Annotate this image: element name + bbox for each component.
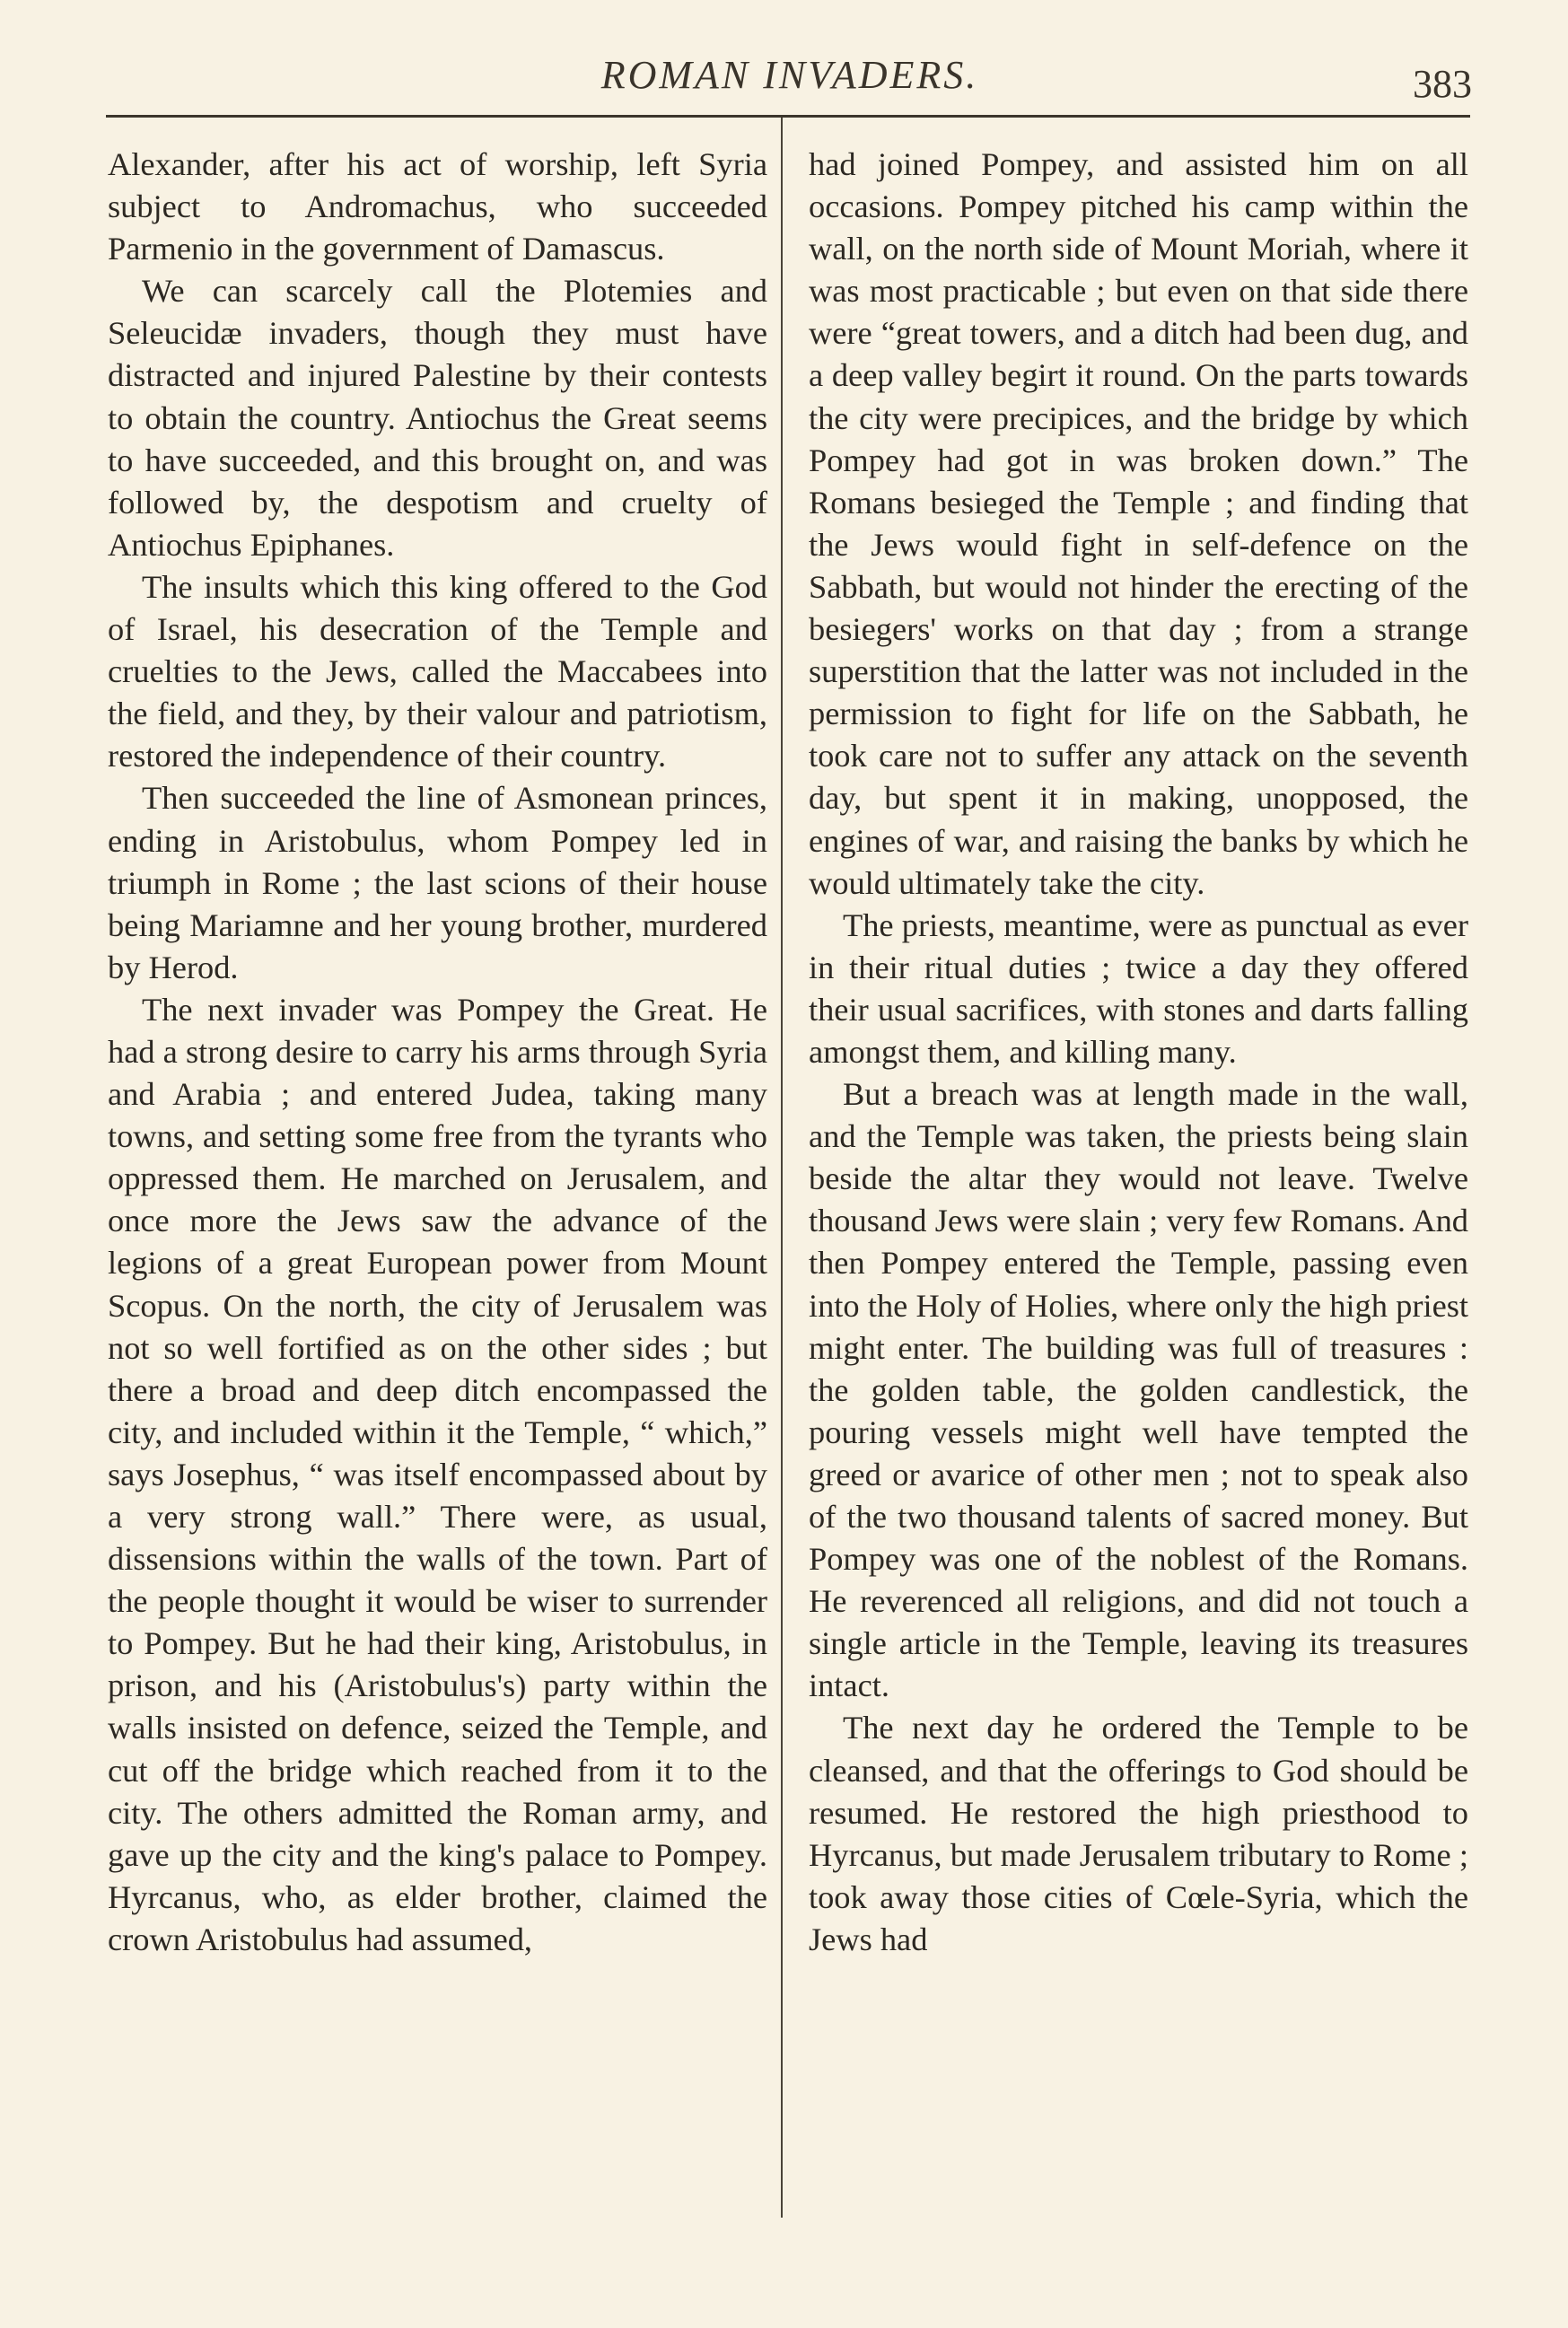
paragraph: The priests, meantime, were as punctual as ever in their ritual duties ; twice a day they offered their usual sacrifices, with stones and darts falling amongst them, and killing many. xyxy=(809,906,1468,1070)
paragraph: The next day he ordered the Temple to be cleansed, and that the offerings to God should be resumed. He restored the high priesthood to Hyrcanus, but made Jerusalem tributary to Rome ; took away those cities of Cœle-Syria, which the Jews had xyxy=(809,1710,1468,1957)
right-column xyxy=(809,144,1468,1961)
page-number: 383 xyxy=(1413,62,1472,106)
paragraph: The insults which this king offered to the God of Israel, his desecration of the Temple and cruelties to the Jews, called the Maccabees into the field, and they, by their valour and patriotism, restored the independence of their country. xyxy=(108,568,767,775)
paragraph: We can scarcely call the Plotemies and Seleucidæ invaders, though they must have distracted and injured Palestine by their contests to obtain the country. Antiochus the Great seems to have succeeded, and this brought on, and was followed by, the despotism and cruelty of Antiochus Epiphanes. xyxy=(108,273,767,563)
paragraph: Alexander, after his act of worship, left Syria subject to Andromachus, who succeeded Parmenio in the government of Damascus. xyxy=(108,146,767,267)
column-divider xyxy=(781,118,783,2218)
paragraph: But a breach was at length made in the wall, and the Temple was taken, the priests being slain beside the altar they would not leave. Twelve thousand Jews were slain ; very few Romans. And then Pompey entered the Temple, passing even into the Holy of Holies, where only the high priest might enter. The building was full of treasures : the golden table, the golden candlestick, the pouring vessels might well have tempted the greed or avarice of other men ; not to speak also of the two thousand talents of sacred money. But Pompey was one of the noblest of the Romans. He reverenced all religions, and did not touch a single article in the Temple, leaving its treasures intact. xyxy=(809,1076,1468,1704)
header-rule xyxy=(106,115,1470,118)
left-column xyxy=(108,144,767,1961)
running-header xyxy=(108,47,1472,109)
paragraph: The next invader was Pompey the Great. He had a strong desire to carry his arms through Syria and Arabia ; and entered Judea, taking many towns, and setting some free from the tyrants who oppressed them. He marched on Jerusalem, and once more the Jews saw the advance of the legions of a great European power from Mount Scopus. On the north, the city of Jerusalem was not so well fortified as on the other sides ; but there a broad and deep ditch encompassed the city, and included within it the Temple, “ which,” says Josephus, “ was itself encompassed about by a very strong wall.” There were, as usual, dissensions within the walls of the town. Part of the people thought it would be wiser to surrender to Pompey. But he had their king, Aristobulus, in prison, and his (Aristobulus's) party within the walls insisted on defence, seized the Temple, and cut off the bridge which reached from it to the city. The others admitted the Roman army, and gave up the city and the king's palace to Pompey. Hyrcanus, who, as elder brother, claimed the crown Aristobulus had assumed, xyxy=(108,991,767,1957)
running-title: ROMAN INVADERS. xyxy=(600,53,979,97)
paragraph: Then succeeded the line of Asmonean princes, ending in Aristobulus, whom Pompey led in triumph in Rome ; the last scions of their house being Mariamne and her young brother, murdered by Herod. xyxy=(108,780,767,985)
paragraph: had joined Pompey, and assisted him on all occasions. Pompey pitched his camp within the wall, on the north side of Mount Moriah, where it was most practicable ; but even on that side there were “great towers, and a ditch had been dug, and a deep valley begirt it round. On the parts towards the city were precipices, and the bridge by which Pompey had got in was broken down.” The Romans besieged the Temple ; and finding that the Jews would fight in self-defence on the Sabbath, but would not hinder the erecting of the besiegers' works on that day ; from a strange superstition that the latter was not included in the permission to fight for life on the Sabbath, he took care not to suffer any attack on the seventh day, but spent it in making, unopposed, the engines of war, and raising the banks by which he would ultimately take the city. xyxy=(809,146,1468,901)
